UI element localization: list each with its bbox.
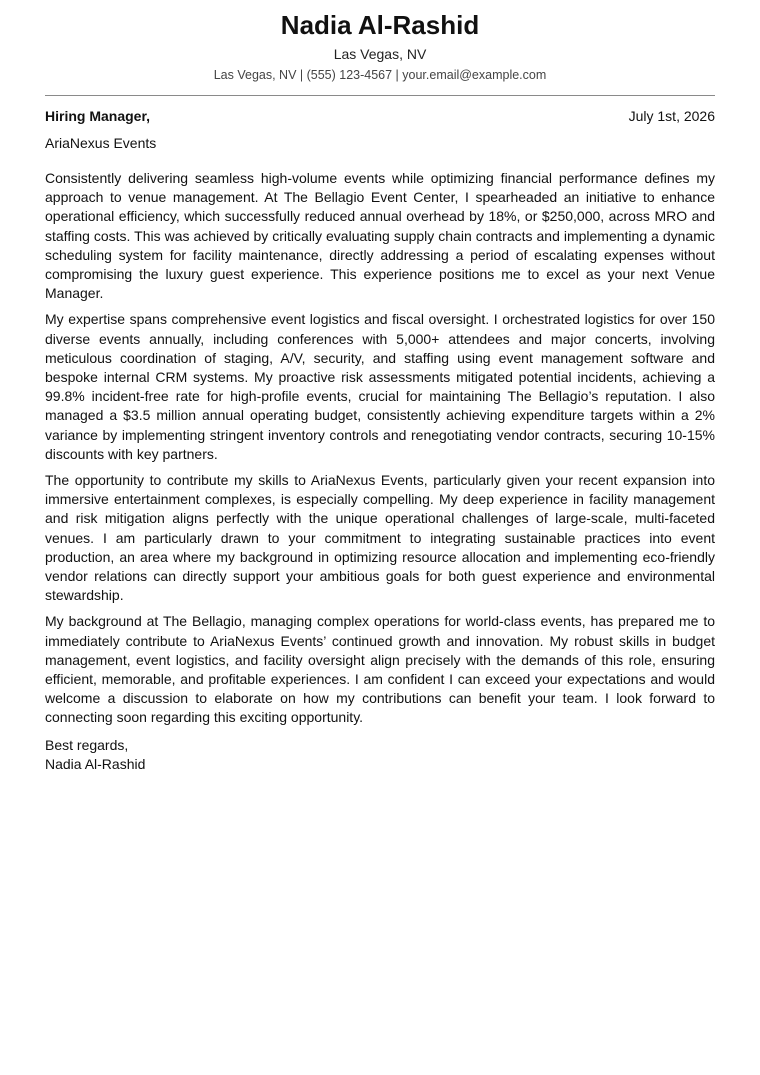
body-paragraph: My background at The Bellagio, managing complex operations for world-class events, has prepared me to immediately contribute to AriaNexus Events’ continued growth and innovation. My robust skills in budget management, event logistics, and facility oversight align precisely with the demands of this role, ensuring efficient, memorable, and profitable experiences. I am confident I can exceed your expectations and would welcome a discussion to elaborate on how my contributions can benefit your team. I look forward to connecting soon regarding this exciting opportunity.	[45, 613, 715, 726]
body-paragraph: The opportunity to contribute my skills to AriaNexus Events, particularly given your recent expansion into immersive entertainment complexes, is especially compelling. My deep experience in facility management and risk mitigation aligns perfectly with the unique operational challenges of large-scale, multi-faceted venues. I am particularly drawn to your commitment to integrating sustainable practices into event production, an area where my background in optimizing resource allocation and implementing eco-friendly vendor relations can directly support your ambitious goals for both guest experience and environmental stewardship.	[45, 472, 715, 604]
closing-phrase: Best regards,	[45, 736, 129, 753]
applicant-contact-line: Las Vegas, NV | (555) 123-4567 | your.email@example.com	[213, 68, 547, 82]
letter-date: July 1st, 2026	[628, 108, 715, 124]
header-divider	[45, 95, 715, 96]
recipient-company: AriaNexus Events	[45, 135, 157, 151]
letter-header	[45, 10, 715, 83]
signature-name: Nadia Al-Rashid	[45, 755, 146, 772]
recipient-date-row	[45, 107, 715, 125]
applicant-location: Las Vegas, NV	[333, 46, 427, 62]
body-paragraph: My expertise spans comprehensive event logistics and fiscal oversight. I orchestrated logistics for over 150 diverse events annually, including conferences with 5,000+ attendees and major concerts, involving meticulous coordination of staging, A/V, security, and staffing using event management software and bespoke internal CRM systems. My proactive risk assessments mitigated potential incidents, achieving a 99.8% incident-free rate for high-profile events, crucial for maintaining The Bellagio’s reputation. I also managed a $3.5 million annual operating budget, consistently achieving expenditure targets within a 2% variance by implementing stringent inventory controls and renegotiating vendor contracts, securing 10-15% discounts with key partners.	[45, 311, 715, 462]
applicant-name: Nadia Al-Rashid	[280, 10, 480, 40]
recipient-salutation: Hiring Manager,	[45, 108, 151, 124]
letter-closing-block	[45, 736, 715, 774]
body-paragraph: Consistently delivering seamless high-volume events while optimizing financial performance defines my approach to venue management. At The Bellagio Event Center, I spearheaded an initiative to enhance operational efficiency, which successfully reduced annual overhead by 18%, or $250,000, across MRO and staffing costs. This was achieved by critically evaluating supply chain contracts and implementing a dynamic scheduling system for facility maintenance, directly addressing a period of escalating expenses without compromising the luxury guest experience. This experience positions me to excel as your next Venue Manager.	[45, 170, 715, 302]
letter-body	[45, 169, 715, 728]
